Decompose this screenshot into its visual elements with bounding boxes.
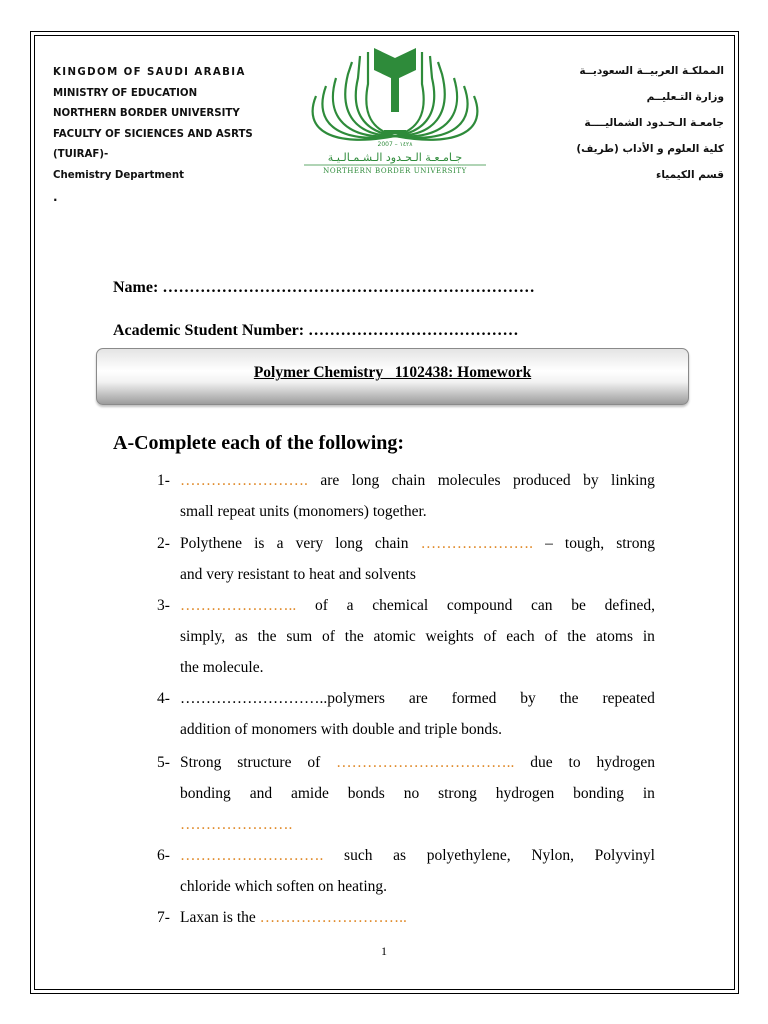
word: compound: [446, 597, 513, 614]
answer-blank: ………………….: [420, 535, 533, 552]
word: structure: [237, 754, 292, 771]
word: the: [344, 628, 364, 645]
question-line: and very resistant to heat and solvents: [180, 566, 416, 583]
word: weights: [425, 628, 474, 645]
word: Nylon,: [531, 847, 574, 864]
word: are: [408, 690, 428, 707]
word: atoms: [595, 628, 633, 645]
word: in: [642, 628, 655, 645]
header-right: [576, 58, 724, 188]
word: the: [567, 628, 587, 645]
question-line: [157, 754, 655, 785]
header-left-line: Chemistry Department: [53, 169, 184, 181]
student-number-label: Academic Student Number:: [113, 322, 305, 339]
question-1: [157, 472, 655, 534]
word: as: [393, 847, 407, 864]
student-number-field: [113, 322, 519, 340]
university-logo: [302, 44, 488, 178]
word: Strong: [180, 754, 222, 771]
answer-blank: ……………………………..: [336, 754, 515, 771]
word: is: [254, 535, 265, 552]
header-left-line: MINISTRY OF EDUCATION: [53, 87, 198, 99]
question-number: 1-: [157, 472, 170, 489]
word: of: [544, 628, 558, 645]
word: each: [506, 628, 535, 645]
question-line: [157, 847, 655, 878]
answer-blank: ……………………….: [180, 847, 324, 864]
word: can: [531, 597, 553, 614]
word: a: [276, 535, 284, 552]
word: no: [403, 785, 420, 802]
word: tough,: [564, 535, 605, 552]
logo-year: 2007 – ١٤٢٨: [377, 141, 413, 148]
word: by: [583, 472, 599, 489]
word: such: [344, 847, 373, 864]
answer-blank: …………………..: [180, 597, 297, 614]
word: of: [307, 754, 321, 771]
word: bonding: [180, 785, 231, 802]
question-number: 7-: [157, 909, 170, 926]
question-number: 2-: [157, 535, 170, 552]
question-7: [157, 909, 655, 940]
word: repeated: [602, 690, 655, 707]
page-number: 1: [381, 944, 387, 958]
header-left-line: FACULTY OF SICIENCES AND ASRTS: [53, 128, 253, 140]
word: hydrogen: [596, 754, 655, 771]
word: strong: [438, 785, 477, 802]
word: defined,: [604, 597, 655, 614]
word: long: [335, 535, 363, 552]
header-left-line: KINGDOM OF SAUDI ARABIA: [53, 67, 246, 78]
word: Polyvinyl: [594, 847, 655, 864]
header-left-line: .: [53, 189, 58, 204]
word: polyethylene,: [426, 847, 511, 864]
word: linking: [611, 472, 655, 489]
word: very: [295, 535, 324, 552]
word: due: [530, 754, 553, 771]
question-line: [157, 597, 655, 628]
word: ………………………..polymers: [180, 690, 385, 707]
word: of: [314, 597, 328, 614]
answer-blank: ………………….: [180, 816, 293, 833]
word: long: [351, 472, 380, 489]
word: bonds: [347, 785, 385, 802]
word: strong: [616, 535, 655, 552]
word: simply,: [180, 628, 226, 645]
question-line: [157, 690, 655, 721]
homework-title: Polymer Chemistry 1102438: Homework: [253, 364, 532, 381]
word: molecules: [437, 472, 501, 489]
question-5: [157, 754, 655, 847]
header-right-line: جامعـة الـحـدود الشماليــــة: [584, 117, 724, 129]
word: of: [322, 628, 335, 645]
word: Polythene: [180, 535, 242, 552]
header-left: [53, 63, 253, 207]
word: a: [346, 597, 354, 614]
answer-blank: …………………….: [180, 472, 308, 489]
word: sum: [286, 628, 313, 645]
question-line: [157, 909, 655, 940]
answer-blank: ………………………..: [259, 909, 407, 926]
question-6: [157, 847, 655, 909]
question-line: [157, 472, 655, 503]
logo-base: [384, 130, 406, 134]
header-right-line: قسم الكيمياء: [655, 169, 724, 181]
word: be: [571, 597, 586, 614]
word: to: [568, 754, 581, 771]
word: by: [520, 690, 536, 707]
header-right-line: المملكـة العربيــة السعوديــة: [579, 65, 724, 77]
header-left-line: (TUIRAF)-: [53, 149, 109, 161]
question-number: 6-: [157, 847, 170, 864]
question-line: small repeat units (monomers) together.: [180, 503, 427, 520]
question-line: [157, 535, 655, 566]
word: the: [257, 628, 277, 645]
word: of: [483, 628, 497, 645]
header-right-line: كلية العلوم و الأداب (طريف): [576, 143, 724, 155]
header-left-line: NORTHERN BORDER UNIVERSITY: [53, 108, 240, 120]
student-number-blank: …………………………………: [308, 322, 519, 339]
name-blank: ……………………………………………………………: [162, 279, 535, 296]
word: amide: [290, 785, 329, 802]
question-line: [157, 785, 655, 816]
question-number: 3-: [157, 597, 170, 614]
logo-english-name: NORTHERN BORDER UNIVERSITY: [323, 167, 467, 175]
title-banner: [96, 348, 689, 405]
question-number: 5-: [157, 754, 170, 771]
question-line: addition of monomers with double and triple bonds.: [180, 721, 503, 738]
word: and: [249, 785, 273, 802]
word: the: [559, 690, 579, 707]
question-4: [157, 690, 655, 752]
name-field: [113, 279, 535, 297]
word: chain: [391, 472, 426, 489]
question-2: [157, 535, 655, 597]
word: are: [320, 472, 340, 489]
word: –: [545, 535, 553, 552]
word: in: [642, 785, 655, 802]
word: chain: [374, 535, 409, 552]
word: chemical: [372, 597, 429, 614]
logo-arabic-name: جـامـعـة الـحـدود الـشـمـالـيـة: [327, 151, 463, 164]
header-right-line: وزارة التـعليــم: [646, 91, 724, 103]
word: hydrogen: [495, 785, 555, 802]
question-line: [157, 628, 655, 659]
word: formed: [451, 690, 497, 707]
section-heading: A-Complete each of the following:: [113, 432, 405, 454]
word: bonding: [573, 785, 624, 802]
name-label: Name:: [113, 279, 159, 296]
question-number: 4-: [157, 690, 170, 707]
word: produced: [512, 472, 571, 489]
question-3: [157, 597, 655, 690]
question-line: the molecule.: [180, 659, 264, 676]
word: as: [234, 628, 248, 645]
question-text: Laxan is the: [180, 909, 256, 926]
question-line: chloride which soften on heating.: [180, 878, 388, 895]
word: atomic: [373, 628, 416, 645]
